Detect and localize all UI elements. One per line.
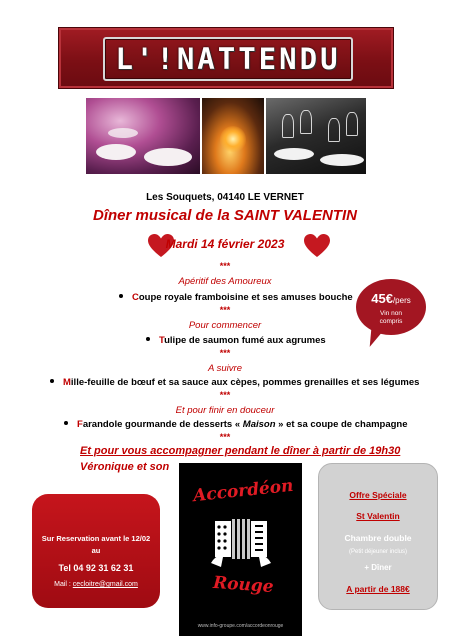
reservation-deadline: Sur Reservation avant le 12/02	[41, 534, 151, 543]
price-note: compris	[379, 318, 403, 325]
band-url: www.info-groupe.com/accordeonrouge	[197, 623, 284, 629]
offer-dinner: + Dîner	[364, 563, 392, 572]
menu-item-starter: Tulipe de saumon fumé aux agrumes	[146, 335, 326, 346]
accompany-line: Et pour vous accompagner pendant le dîner à partir de 19h30	[80, 445, 401, 457]
reservation-box	[32, 494, 160, 608]
separator: ***	[219, 348, 231, 358]
separator: ***	[219, 305, 231, 315]
photo-dining-room	[86, 98, 200, 174]
event-title: Dîner musical de la SAINT VALENTIN	[93, 207, 357, 224]
bullet-icon	[119, 294, 123, 298]
bullet-icon	[50, 379, 54, 383]
bullet-icon	[64, 421, 68, 425]
header-banner	[58, 27, 394, 89]
separator: ***	[219, 390, 231, 400]
address: Les Souquets, 04140 LE VERNET	[146, 192, 304, 203]
band-name-word2: Rouge	[212, 572, 275, 598]
header-title-frame	[103, 37, 353, 81]
reservation-mail-label: Mail :	[54, 581, 73, 588]
separator: ***	[219, 261, 231, 271]
price-bubble	[356, 279, 426, 335]
price-note: Vin non	[380, 310, 402, 317]
reservation-mail-link[interactable]: cecloitre@gmail.com	[72, 581, 138, 588]
offer-title: Offre Spéciale	[349, 490, 407, 500]
photo-fireplace	[202, 98, 264, 174]
offer-subtitle: St Valentin	[356, 511, 400, 521]
reservation-au: au	[91, 546, 101, 555]
course-title-dessert: Et pour finir en douceur	[175, 405, 275, 416]
bullet-icon	[146, 337, 150, 341]
event-date: Mardi 14 février 2023	[165, 237, 285, 251]
menu-item-main: Mille-feuille de bœuf et sa sauce aux cèpes, pommes grenailles et ses légumes	[50, 377, 419, 388]
band-name-word1: Accordéon	[192, 475, 295, 507]
reservation-phone: Tel 04 92 31 62 31	[58, 563, 134, 573]
menu-item-aperitif: Coupe royale framboisine et ses amuses bouche	[119, 292, 353, 303]
performer-line: Véronique et son	[80, 461, 170, 473]
accordion-icon	[209, 513, 273, 571]
course-title-aperitif: Apéritif des Amoureux	[178, 276, 272, 287]
heart-icon-right	[304, 234, 330, 258]
price-amount: 45€	[371, 291, 393, 306]
separator: ***	[219, 432, 231, 442]
offer-price: A partir de 188€	[346, 584, 410, 594]
restaurant-name: L'!NATTENDU	[115, 42, 341, 76]
band-poster	[179, 463, 302, 636]
price-unit: /pers	[392, 296, 411, 305]
photo-table-setting	[266, 98, 366, 174]
special-offer-box	[318, 463, 438, 610]
course-title-starter: Pour commencer	[188, 320, 262, 331]
course-title-main: A suivre	[208, 363, 242, 374]
offer-breakfast: (Petit déjeuner inclus)	[348, 549, 408, 555]
menu-item-dessert: Farandole gourmande de desserts « Maison » et sa coupe de champagne	[64, 419, 408, 430]
offer-room: Chambre double	[344, 533, 412, 543]
